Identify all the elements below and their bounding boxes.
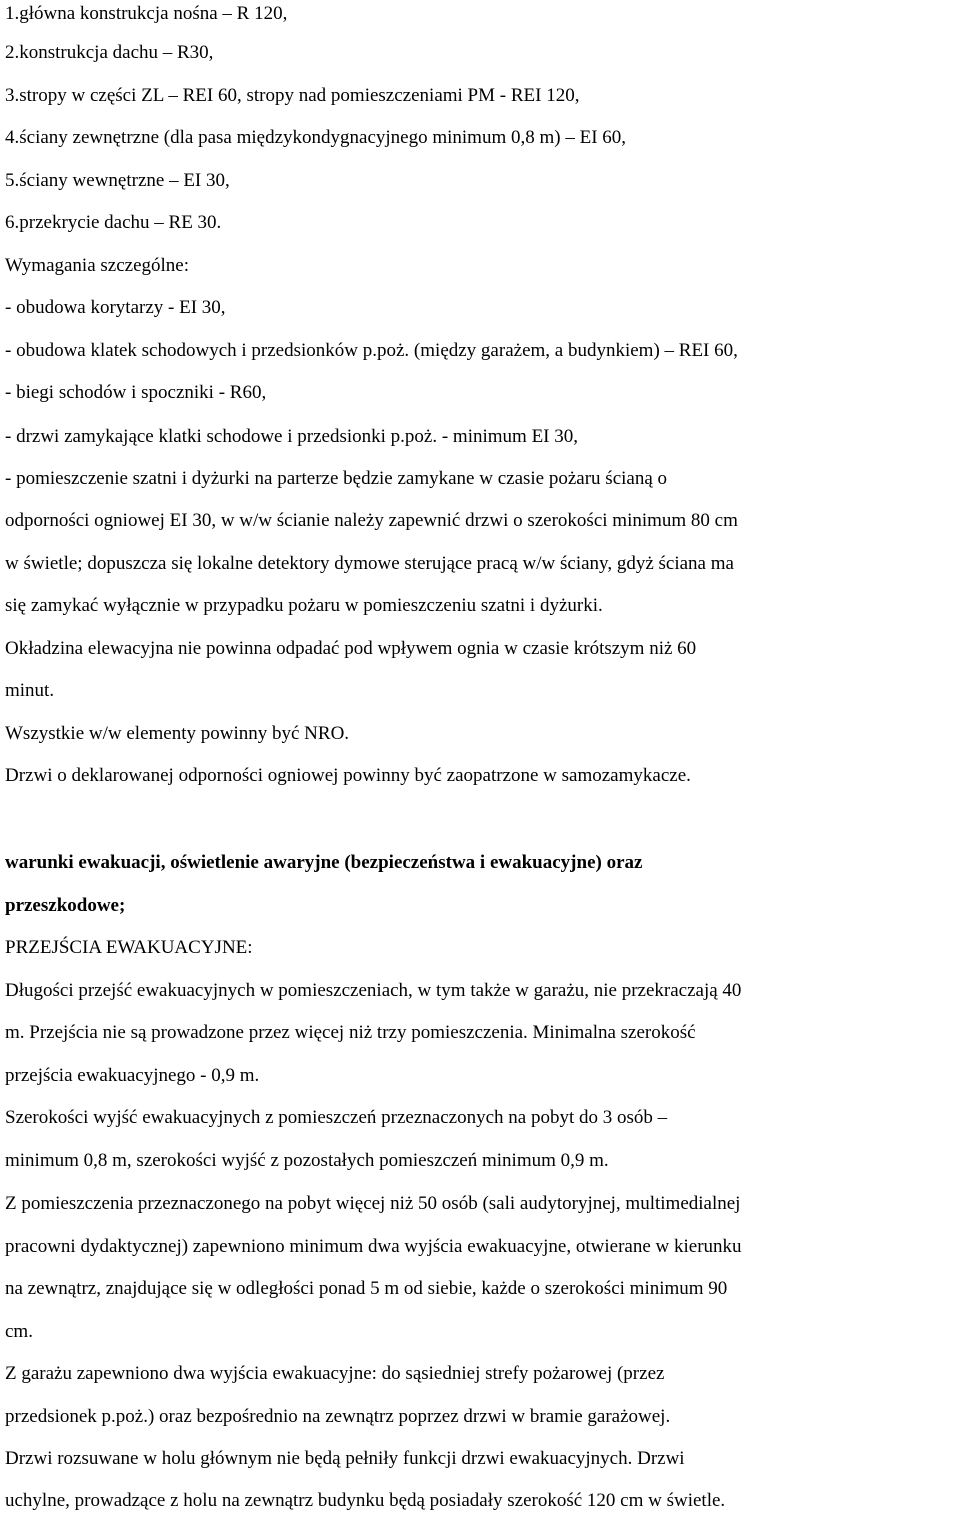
text-line: m. Przejścia nie są prowadzone przez więcej niż trzy pomieszczenia. Minimalna szerokość	[5, 1022, 696, 1043]
text-line: 3.stropy w części ZL – REI 60, stropy nad pomieszczeniami PM - REI 120,	[5, 85, 580, 106]
text-line: Szerokości wyjść ewakuacyjnych z pomieszczeń przeznaczonych na pobyt do 3 osób –	[5, 1107, 668, 1128]
text-line: - drzwi zamykające klatki schodowe i przedsionki p.poż. - minimum EI 30,	[5, 426, 579, 447]
text-line: 2.konstrukcja dachu – R30,	[5, 42, 214, 63]
subsection-heading: PRZEJŚCIA EWAKUACYJNE:	[5, 937, 253, 958]
text-line: pracowni dydaktycznej) zapewniono minimum dwa wyjścia ewakuacyjne, otwierane w kierunku	[5, 1236, 742, 1257]
text-line: - obudowa klatek schodowych i przedsionków p.poż. (między garażem, a budynkiem) – REI 60,	[5, 340, 738, 361]
text-line: Wszystkie w/w elementy powinny być NRO.	[5, 723, 350, 744]
text-line: - biegi schodów i spoczniki - R60,	[5, 382, 267, 403]
text-line: przedsionek p.poż.) oraz bezpośrednio na zewnątrz poprzez drzwi w bramie garażowej.	[5, 1406, 671, 1427]
text-line: Z pomieszczenia przeznaczonego na pobyt więcej niż 50 osób (sali audytoryjnej, multimedialnej	[5, 1193, 741, 1214]
text-line: cm.	[5, 1321, 33, 1342]
text-line: uchylne, prowadzące z holu na zewnątrz budynku będą posiadały szerokość 120 cm w świetle.	[5, 1490, 726, 1511]
text-line: odporności ogniowej EI 30, w w/w ścianie należy zapewnić drzwi o szerokości minimum 80 cm	[5, 510, 738, 531]
text-line: 5.ściany wewnętrzne – EI 30,	[5, 170, 230, 191]
text-line: - obudowa korytarzy - EI 30,	[5, 297, 226, 318]
text-line: Z garażu zapewniono dwa wyjścia ewakuacyjne: do sąsiedniej strefy pożarowej (przez	[5, 1363, 665, 1384]
text-line: się zamykać wyłącznie w przypadku pożaru w pomieszczeniu szatni i dyżurki.	[5, 595, 603, 616]
text-line: 6.przekrycie dachu – RE 30.	[5, 212, 222, 233]
text-line: Drzwi o deklarowanej odporności ogniowej powinny być zaopatrzone w samozamykacze.	[5, 765, 691, 786]
text-line: 4.ściany zewnętrzne (dla pasa międzykondygnacyjnego minimum 0,8 m) – EI 60,	[5, 127, 627, 148]
text-line: minut.	[5, 680, 55, 701]
text-line: na zewnątrz, znajdujące się w odległości ponad 5 m od siebie, każde o szerokości minimum 90	[5, 1278, 728, 1299]
section-heading: Wymagania szczególne:	[5, 255, 190, 276]
section-heading-bold: przeszkodowe;	[5, 895, 126, 916]
text-line: Długości przejść ewakuacyjnych w pomieszczeniach, w tym także w garażu, nie przekraczają 40	[5, 980, 742, 1001]
text-line: Okładzina elewacyjna nie powinna odpadać pod wpływem ognia w czasie krótszym niż 60	[5, 638, 697, 659]
text-line: minimum 0,8 m, szerokości wyjść z pozostałych pomieszczeń minimum 0,9 m.	[5, 1150, 609, 1171]
text-line: w świetle; dopuszcza się lokalne detektory dymowe sterujące pracą w/w ściany, gdyż ściana ma	[5, 553, 734, 574]
section-heading-bold: warunki ewakuacji, oświetlenie awaryjne (bezpieczeństwa i ewakuacyjne) oraz	[5, 852, 643, 873]
text-line: przejścia ewakuacyjnego - 0,9 m.	[5, 1065, 260, 1086]
text-line: Drzwi rozsuwane w holu głównym nie będą pełniły funkcji drzwi ewakuacyjnych. Drzwi	[5, 1448, 685, 1469]
text-line: 1.główna konstrukcja nośna – R 120,	[5, 3, 288, 24]
text-line: - pomieszczenie szatni i dyżurki na parterze będzie zamykane w czasie pożaru ścianą o	[5, 468, 668, 489]
